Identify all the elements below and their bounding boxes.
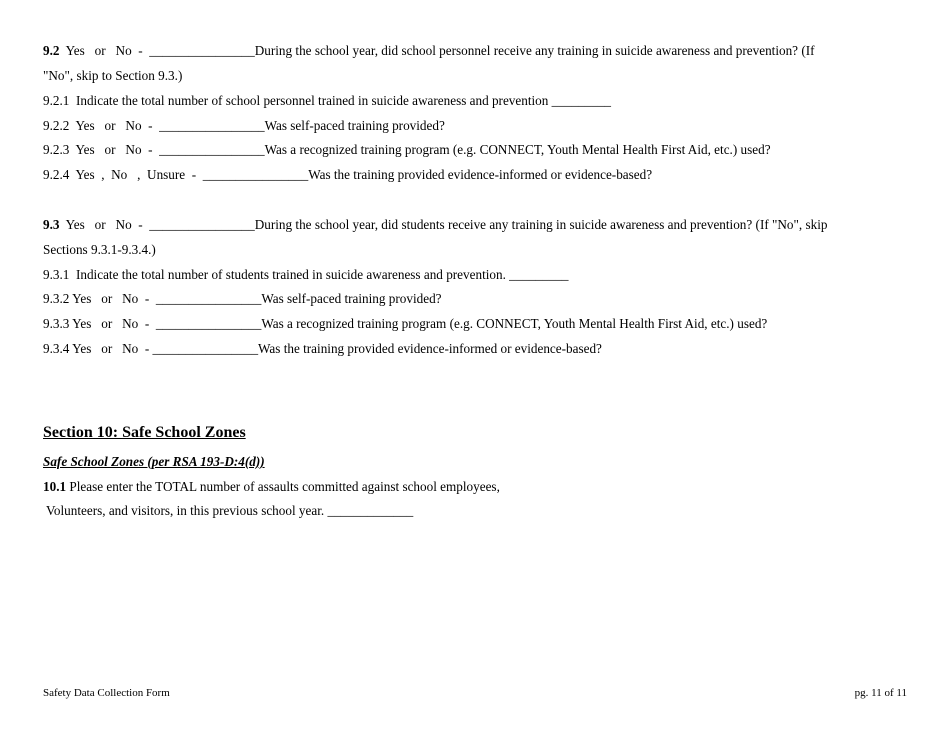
footer-form-title: Safety Data Collection Form bbox=[43, 687, 170, 699]
question-9-2-1: 9.2.1 Indicate the total number of school personnel trained in suicide awareness and prevention _________ bbox=[43, 93, 612, 108]
question-9-2-4: 9.2.4 Yes , No , Unsure - ________________Was the training provided evidence-informed or evidence-based? bbox=[43, 167, 653, 182]
question-9-2 bbox=[43, 43, 815, 59]
question-number: 9.3 bbox=[43, 217, 60, 232]
footer-page-number: pg. 11 of 11 bbox=[854, 687, 907, 699]
question-9-2-3: 9.2.3 Yes or No - ________________Was a recognized training program (e.g. CONNECT, Youth Mental Health First Aid, etc.) used? bbox=[43, 142, 771, 157]
question-text: Please enter the TOTAL number of assaults committed against school employees, bbox=[66, 479, 500, 494]
answer-options: Yes or No - ________________ bbox=[59, 217, 255, 232]
question-9-3-continued: Sections 9.3.1-9.3.4.) bbox=[43, 242, 156, 257]
question-9-2-2: 9.2.2 Yes or No - ________________Was self-paced training provided? bbox=[43, 118, 445, 133]
question-10-1-continued: Volunteers, and visitors, in this previous school year. _____________ bbox=[43, 503, 414, 518]
section-10-subtitle: Safe School Zones (per RSA 193-D:4(d)) bbox=[43, 454, 265, 469]
question-10-1 bbox=[43, 479, 500, 495]
question-9-3 bbox=[43, 217, 828, 233]
question-number: 10.1 bbox=[43, 479, 67, 494]
question-9-3-4: 9.3.4 Yes or No - ________________Was the training provided evidence-informed or evidence-based? bbox=[43, 341, 602, 356]
question-9-3-1: 9.3.1 Indicate the total number of students trained in suicide awareness and prevention. _________ bbox=[43, 267, 569, 282]
question-9-3-2: 9.3.2 Yes or No - ________________Was self-paced training provided? bbox=[43, 291, 442, 306]
question-9-3-3: 9.3.3 Yes or No - ________________Was a recognized training program (e.g. CONNECT, Youth Mental Health First Aid, etc.) used? bbox=[43, 316, 768, 331]
answer-options: Yes or No - ________________ bbox=[59, 43, 255, 58]
question-text: During the school year, did school personnel receive any training in suicide awareness and prevention? (If bbox=[254, 43, 815, 58]
question-text: During the school year, did students receive any training in suicide awareness and prevention? (If "No", skip bbox=[254, 217, 828, 232]
question-9-2-continued: "No", skip to Section 9.3.) bbox=[43, 68, 183, 83]
question-number: 9.2 bbox=[43, 43, 60, 58]
section-10-title: Section 10: Safe School Zones bbox=[43, 424, 246, 441]
